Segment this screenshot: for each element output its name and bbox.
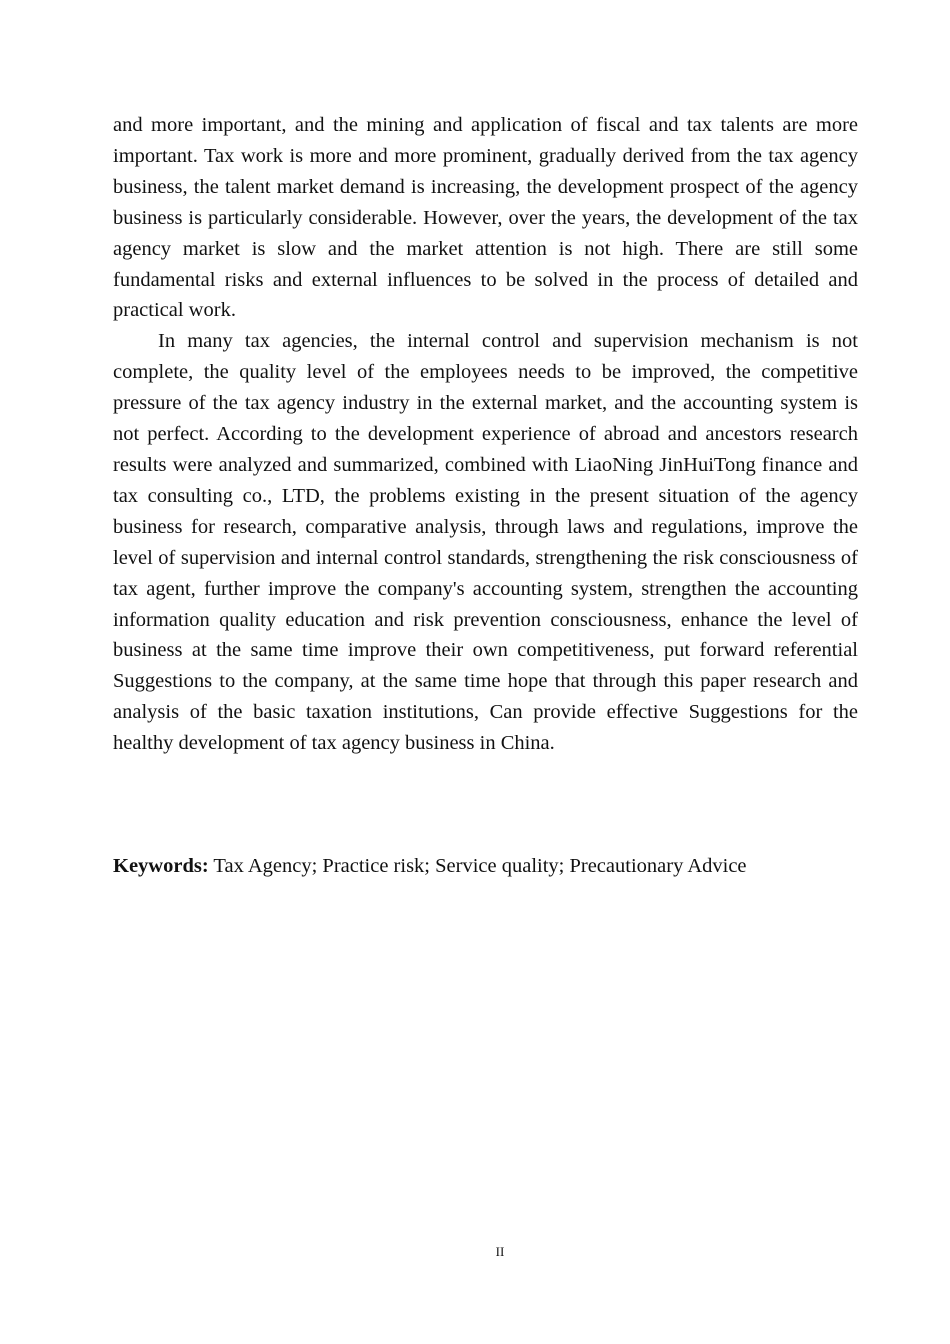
keywords-line — [113, 851, 858, 882]
abstract-body — [113, 110, 858, 759]
abstract-paragraph-2: In many tax agencies, the internal control and supervision mechanism is not complete, the quality level of the employees needs to be improved, the competitive pressure of the tax agency industry in the external market, and the accounting system is not perfect. According to the development experience of abroad and ancestors research results were analyzed and summarized, combined with LiaoNing JinHuiTong finance and tax consulting co., LTD, the problems existing in the present situation of the agency business for research, comparative analysis, through laws and regulations, improve the level of supervision and internal control standards, strengthening the risk consciousness of tax agent, further improve the company's accounting system, strengthen the accounting information quality education and risk prevention consciousness, enhance the level of business at the same time improve their own competitiveness, put forward referential Suggestions to the company, at the same time hope that through this paper research and analysis of the basic taxation institutions, Can provide effective Suggestions for the healthy development of tax agency business in China. — [113, 330, 858, 755]
page-number: II — [495, 1244, 505, 1259]
keywords-text: Tax Agency; Practice risk; Service quality; Precautionary Advice — [208, 855, 747, 877]
abstract-paragraph-1: and more important, and the mining and application of fiscal and tax talents are more important. Tax work is more and more prominent, gradually derived from the tax agency business, the talent market demand is increasing, the development prospect of the agency business is particularly considerable. However, over the years, the development of the tax agency market is slow and the market attention is not high. There are still some fundamental risks and external influences to be solved in the process of detailed and practical work. — [113, 114, 858, 322]
keywords-label: Keywords: — [113, 855, 209, 877]
